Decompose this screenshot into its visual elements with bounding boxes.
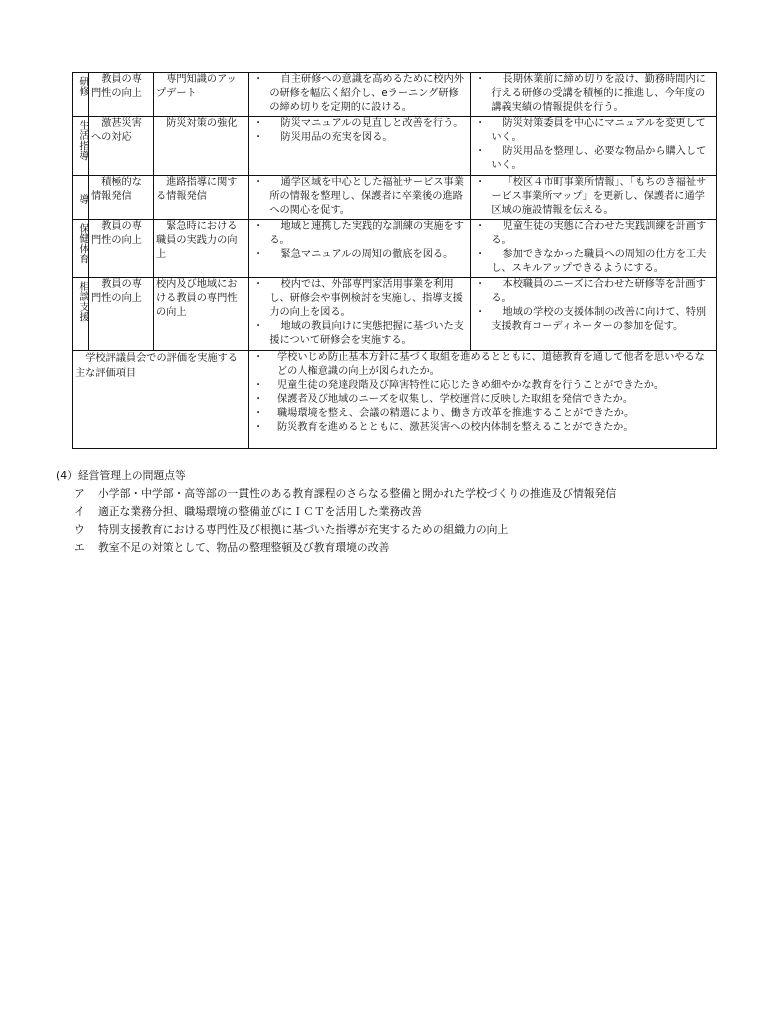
category-cell [73, 220, 89, 278]
outcome-text: 「校区４市町事業所情報」、「もちのき福祉サービス事業所マップ」を更新し、保護者に通学区域の施設情報を伝える。 [491, 177, 707, 216]
item-text: 教室不足の対策として、物品の整理整頓及び教育環境の改善 [98, 541, 390, 554]
evaluation-item: 保護者及び地域のニーズを収集し、学校運営に反映した取組を発信できたか。 [277, 394, 634, 405]
list-item [251, 117, 468, 131]
bullet-mark: ・ [253, 394, 264, 405]
list-item [251, 351, 714, 379]
item-marker: ア [74, 487, 85, 500]
management-issues-section [56, 467, 746, 557]
outcome-text: 本校職員のニーズに合わせた研修等を計画する。 [491, 279, 706, 304]
list-item [251, 379, 714, 393]
bullet-mark: ・ [253, 74, 264, 85]
bullet-mark: ・ [253, 132, 264, 143]
list-item [473, 278, 714, 306]
list-item [473, 145, 714, 173]
evaluation-item: 職場環境を整え、会議の精選により、働き方改革を推進することができたか。 [277, 408, 635, 419]
bullet-mark: ・ [475, 146, 486, 157]
bullet-mark: ・ [475, 221, 486, 232]
measure-text: 自主研修への意識を高めるために校内外の研修を幅広く紹介し、eラーニング研修の締め切りを定期的に設ける。 [269, 74, 464, 113]
bullet-mark: ・ [475, 177, 486, 188]
bullet-mark: ・ [475, 307, 486, 318]
outcome-text: 長期休業前に締め切りを設け、勤務時間内に行える研修の受講を積極的に推進し、今年度の講義実績の情報提供を行う。 [491, 74, 706, 113]
evaluation-row [73, 351, 717, 449]
policy-cell: 専門知識のアップデート [154, 73, 249, 117]
bullet-mark: ・ [253, 221, 264, 232]
list-item [473, 248, 714, 276]
item-marker: エ [74, 541, 85, 554]
table-row [73, 176, 717, 220]
list-item [473, 306, 714, 334]
category-label: 研修 [77, 76, 88, 97]
list-item [251, 73, 468, 115]
category-cell [73, 73, 89, 117]
bullet-mark: ・ [475, 249, 486, 260]
table-row [73, 73, 717, 117]
measure-text: 通学区域を中心とした福祉サービス事業所の情報を整理し、保護者に卒業後の進路への関心を促す。 [269, 177, 464, 216]
category-label: 保健体育 [77, 223, 88, 264]
evaluation-items-cell [249, 351, 717, 449]
policy-cell: 校内及び地域における教員の専門性の向上 [154, 278, 249, 351]
outcome-text: 地域の学校の支援体制の改善に向けて、特別支援教育コーディネーターの参加を促す。 [491, 307, 707, 332]
item-marker: ウ [74, 523, 85, 536]
evaluation-item: 防災教育を進めるとともに、激甚災害への校内体制を整えることができたか。 [277, 422, 634, 433]
list-item [56, 503, 746, 521]
category-label: 相談支援 [77, 281, 88, 322]
list-item [251, 407, 714, 421]
measure-text: 地域と連携した実践的な訓練の実施をする。 [269, 221, 464, 246]
measure-text: 地域の教員向けに実態把握に基づいた支援について研修会を実施する。 [269, 321, 464, 346]
list-item [251, 220, 468, 248]
measure-text: 校内では、外部専門家活用事業を利用し、研修会や事例検討を実施し、指導支援力の向上を図る。 [269, 279, 463, 318]
outcome-text: 防災対策委員を中心にマニュアルを変更していく。 [491, 118, 706, 143]
bullet-mark: ・ [253, 408, 264, 419]
goal-cell: 教員の専門性の向上 [89, 73, 154, 117]
list-item [473, 220, 714, 248]
list-item [473, 73, 714, 115]
bullet-mark: ・ [475, 118, 486, 129]
item-text: 適正な業務分担、職場環境の整備並びにＩＣＴを活用した業務改善 [98, 505, 422, 518]
evaluation-item: 学校いじめ防止基本方針に基づく取組を進めるとともに、道徳教育を通して他者を思いやるなどの人権意識の向上が図られたか。 [277, 352, 705, 377]
table-row [73, 117, 717, 176]
bullet-mark: ・ [253, 177, 264, 188]
item-marker: イ [74, 505, 85, 518]
category-label: 導 [77, 193, 88, 205]
list-item [251, 421, 714, 435]
outcome-text: 児童生徒の実態に合わせた実践訓練を計画する。 [491, 221, 707, 246]
goal-cell: 激甚災害への対応 [89, 117, 154, 176]
measure-text: 緊急マニュアルの周知の徹底を図る。 [280, 249, 454, 260]
goal-cell: 積極的な情報発信 [89, 176, 154, 220]
item-text: 小学部・中学部・高等部の一貫性のある教育課程のさらなる整備と開かれた学校づくりの推進及び情報発信 [98, 487, 617, 500]
evaluation-item: 児童生徒の発達段階及び障害特性に応じたきめ細やかな教育を行うことができたか。 [277, 380, 665, 391]
table-row [73, 220, 717, 278]
policy-cell: 進路指導に関する情報発信 [154, 176, 249, 220]
list-item [251, 131, 468, 145]
policy-cell: 防災対策の強化 [154, 117, 249, 176]
category-label: 生活指導 [77, 120, 88, 161]
outcomes-cell [471, 278, 717, 351]
measures-cell [249, 220, 471, 278]
bullet-mark: ・ [253, 380, 264, 391]
bullet-mark: ・ [253, 352, 264, 363]
list-item [251, 278, 468, 320]
measure-text: 防災用品の充実を図る。 [280, 132, 393, 143]
goal-cell: 教員の専門性の向上 [89, 220, 154, 278]
bullet-mark: ・ [253, 118, 264, 129]
bullet-mark: ・ [253, 249, 264, 260]
list-item [251, 176, 468, 218]
measure-text: 防災マニュアルの見直しと改善を行う。 [280, 118, 464, 129]
measures-cell [249, 278, 471, 351]
policy-cell: 緊急時における職員の実践力の向上 [154, 220, 249, 278]
table-row [73, 278, 717, 351]
bullet-mark: ・ [253, 422, 264, 433]
outcome-text: 防災用品を整理し、必要な物品から購入していく。 [491, 146, 707, 171]
list-item [251, 248, 468, 262]
outcome-text: 参加できなかった職員への周知の仕方を工夫し、スキルアップできるようにする。 [491, 249, 707, 274]
list-item [473, 117, 714, 145]
list-item [56, 539, 746, 557]
goal-cell: 教員の専門性の向上 [89, 278, 154, 351]
category-cell [73, 176, 89, 220]
category-cell [73, 117, 89, 176]
outcomes-cell [471, 73, 717, 117]
list-item [251, 320, 468, 348]
bullet-mark: ・ [475, 74, 486, 85]
bullet-mark: ・ [253, 321, 264, 332]
outcomes-cell [471, 176, 717, 220]
evaluation-label: 学校評議員会での評価を実施する主な評価項目 [73, 351, 249, 449]
section-heading: (4）経営管理上の問題点等 [56, 469, 186, 482]
bullet-mark: ・ [253, 279, 264, 290]
measures-cell [249, 73, 471, 117]
outcomes-cell [471, 220, 717, 278]
measures-cell [249, 176, 471, 220]
list-item [251, 393, 714, 407]
school-plan-table [72, 72, 717, 449]
item-text: 特別支援教育における専門性及び根拠に基づいた指導が充実するための組織力の向上 [98, 523, 509, 536]
list-item [56, 485, 746, 503]
list-item [473, 176, 714, 218]
bullet-mark: ・ [475, 279, 486, 290]
measures-cell [249, 117, 471, 176]
outcomes-cell [471, 117, 717, 176]
list-item [56, 521, 746, 539]
category-cell [73, 278, 89, 351]
